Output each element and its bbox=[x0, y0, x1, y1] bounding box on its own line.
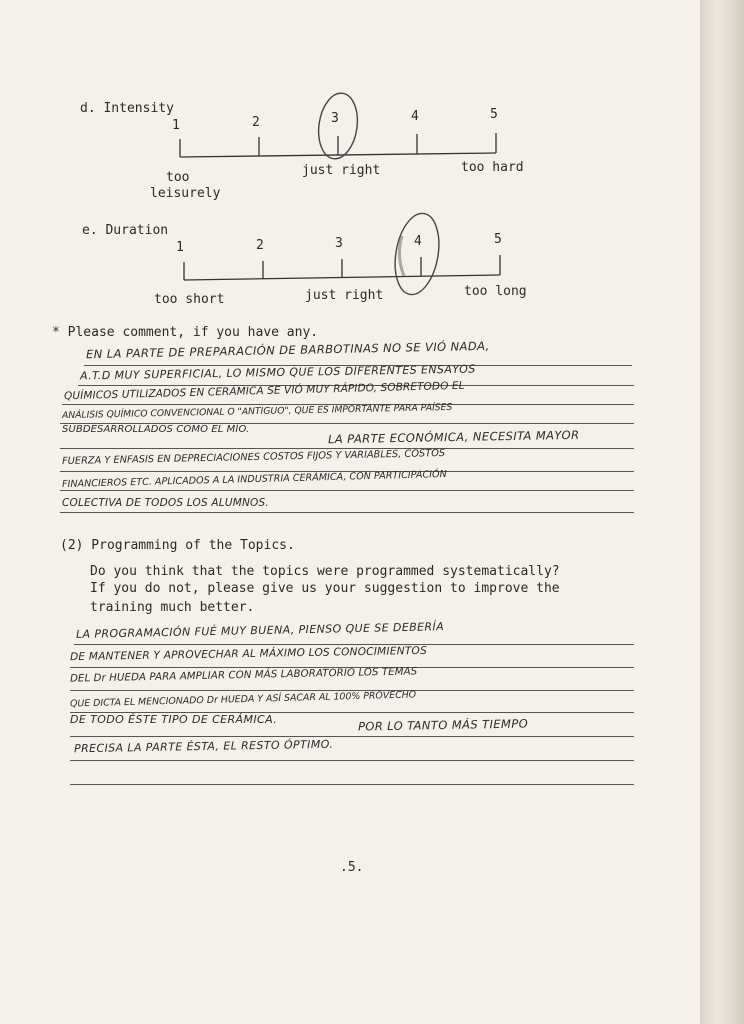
comment-line-6: LA PARTE ECONÓMICA, NECESITA MAYOR bbox=[327, 427, 580, 447]
intensity-tick-4: 4 bbox=[411, 109, 419, 124]
comment-line-9: COLECTIVA DE TODOS LOS ALUMNOS. bbox=[62, 497, 269, 509]
answer-line-4: QUE DICTA EL MENCIONADO Dr HUEDA Y ASÍ SACAR AL 100% PROVECHO bbox=[69, 689, 417, 710]
answer-line-2: DE MANTENER Y APROVECHAR AL MÁXIMO LOS CONOCIMIENTOS bbox=[69, 644, 428, 664]
next-page-edge bbox=[700, 0, 744, 1024]
duration-tick-5: 5 bbox=[494, 232, 502, 247]
answer-line-6: POR LO TANTO MÁS TIEMPO bbox=[357, 716, 529, 734]
comment-prompt: * Please comment, if you have any. bbox=[52, 325, 319, 340]
comment-line-1: EN LA PARTE DE PREPARACIÓN DE BARBOTINAS NO SE VIÓ NADA, bbox=[85, 338, 490, 362]
duration-selection-circle bbox=[389, 210, 445, 298]
duration-label: e. Duration bbox=[82, 223, 169, 238]
programming-heading: (2) Programming of the Topics. bbox=[60, 538, 295, 553]
programming-question-line-2: If you do not, please give us your suggestion to improve the bbox=[90, 581, 560, 596]
duration-tick-4: 4 bbox=[414, 234, 422, 249]
comment-line-3: QUÍMICOS UTILIZADOS EN CERÁMICA SE VIÓ MUY RÁPIDO, SOBRETODO EL bbox=[63, 379, 465, 403]
programming-question-line-1: Do you think that the topics were programmed systematically? bbox=[90, 564, 560, 579]
intensity-low-label-1: too bbox=[166, 170, 190, 185]
page-number: .5. bbox=[340, 860, 364, 875]
intensity-tick-5: 5 bbox=[490, 107, 498, 122]
intensity-high-label: too hard bbox=[461, 160, 524, 175]
comment-line-8: FINANCIEROS ETC. APLICADOS A LA INDUSTRIA CERÁMICA, CON PARTICIPACIÓN bbox=[61, 468, 447, 491]
intensity-label: d. Intensity bbox=[80, 101, 174, 116]
intensity-tick-2: 2 bbox=[252, 115, 260, 130]
answer-line-7: PRECISA LA PARTE ÉSTA, EL RESTO ÓPTIMO. bbox=[73, 737, 334, 756]
duration-tick-3: 3 bbox=[335, 236, 343, 251]
intensity-low-label-2: leisurely bbox=[150, 186, 221, 201]
comment-line-2: A.T.D MUY SUPERFICIAL, LO MISMO QUE LOS DIFERENTES ENSAYOS bbox=[79, 362, 476, 383]
comment-line-5: SUBDESARROLLADOS COMO EL MÍO. bbox=[62, 424, 250, 435]
intensity-tick-1: 1 bbox=[172, 118, 180, 133]
comment-line-7: FUERZA Y ENFASIS EN DEPRECIACIONES COSTOS FIJOS Y VARIABLES, COSTOS bbox=[61, 447, 446, 468]
rating-scales bbox=[0, 0, 700, 320]
duration-tick-1: 1 bbox=[176, 240, 184, 255]
duration-tick-2: 2 bbox=[256, 238, 264, 253]
answer-line-3: DEL Dr HUEDA PARA AMPLIAR CON MÁS LABORATORIO LOS TEMAS bbox=[69, 666, 418, 685]
intensity-tick-3: 3 bbox=[331, 111, 339, 126]
duration-low-label: too short bbox=[154, 292, 225, 307]
intensity-mid-label: just right bbox=[302, 163, 381, 178]
duration-high-label: too long bbox=[464, 284, 527, 299]
answer-line-5: DE TODO ÉSTE TIPO DE CERÁMICA. bbox=[70, 713, 278, 726]
answer-line-1: LA PROGRAMACIÓN FUÉ MUY BUENA, PIENSO QUE SE DEBERÍA bbox=[75, 620, 445, 641]
duration-mid-label: just right bbox=[305, 288, 384, 303]
comment-line-4: ANÁLISIS QUÍMICO CONVENCIONAL O "ANTIGUO", QUE ES IMPORTANTE PARA PAÍSES bbox=[61, 401, 453, 422]
programming-question-line-3: training much better. bbox=[90, 600, 255, 615]
